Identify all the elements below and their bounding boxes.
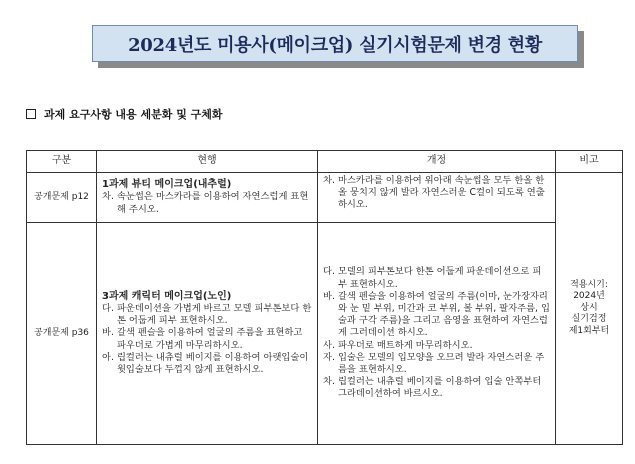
list-item: 아. 립컬러는 내츄럴 베이지를 이용하여 아랫입술이 윗입술보다 두껍지 않게 표현하시오. (102, 351, 309, 375)
row2-category: 공개문제 p36 (27, 223, 97, 445)
row1-current-title: 1과제 뷰티 메이크업(내추럴) (102, 179, 232, 191)
row1-current (97, 173, 318, 223)
row2-current-title: 3과제 캐릭터 메이크업(노인) (102, 290, 232, 302)
row2-revised (318, 223, 556, 445)
list-item: 차. 립컬러는 내츄럴 베이지를 이용하여 입술 안쪽부터 그라데이션하여 바르시오. (323, 376, 542, 400)
section-heading (26, 106, 223, 122)
row1-revised (318, 173, 556, 223)
list-item: 차. 속눈썹은 마스카라를 이용하여 자연스럽게 표현해 주시오. (102, 191, 309, 215)
change-table (26, 150, 623, 445)
header-current: 현행 (97, 151, 318, 173)
list-item: 다. 파운데이션을 가볍게 바르고 모델 피부톤보다 한톤 어둡게 피부 표현하시오. (102, 302, 312, 327)
list-item: 차. 마스카라를 이용하여 위아래 속눈썹을 모두 한올 한올 뭉치지 않게 발라 자연스러운 C컬이 되도록 연출하시오. (323, 175, 545, 211)
list-item: 다. 모델의 피부톤보다 한톤 어둡게 파운데이션으로 피부 표현하시오. (323, 266, 542, 290)
table-header-row (27, 151, 623, 173)
header-category: 구분 (27, 151, 97, 173)
header-note: 비고 (556, 151, 623, 173)
note-cell: 적용시기: 2024년 상시 실기검정 제1회부터 (556, 173, 623, 445)
checkbox-icon (26, 109, 36, 119)
list-item: 바. 갈색 펜슬을 이용하여 얼굴의 주름을 표현하고 파우더로 가볍게 마무리하시오. (102, 327, 303, 351)
list-item: 사. 파우더로 매트하게 마무리하시오. (323, 339, 473, 351)
section-heading-text: 과제 요구사항 내용 세분화 및 구체화 (44, 108, 223, 121)
table-row (27, 223, 623, 445)
title-banner (92, 25, 578, 63)
page-title: 2024년도 미용사(메이크업) 실기시험문제 변경 현황 (92, 25, 578, 62)
header-revised: 개정 (318, 151, 556, 173)
row2-current (97, 223, 318, 445)
list-item: 바. 갈색 펜슬을 이용하여 얼굴의 주름(이마, 눈가장자리와 눈 밑 부위, 미간과 코 부위, 볼 부위, 팔자주름, 입술과 구각 주름)을 그리고 음영을 표현하여 자연스럽게 그러데이션 하시오. (323, 290, 550, 339)
row1-category: 공개문제 p12 (27, 173, 97, 223)
list-item: 자. 입술은 모델의 입모양을 오므려 발라 자연스러운 주름을 표현하시오. (323, 351, 545, 375)
table-row (27, 173, 623, 223)
